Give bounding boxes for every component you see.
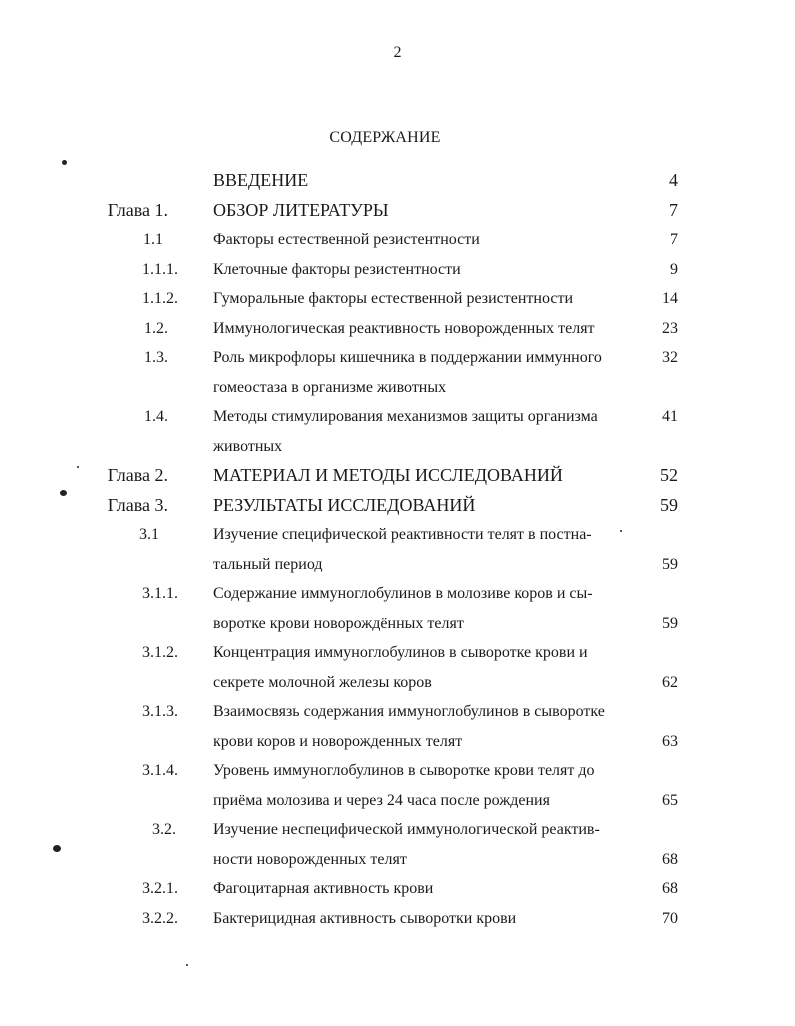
toc-entry[interactable] — [0, 284, 795, 314]
toc-entry-title: Уровень иммуноглобулинов в сыворотке крови телят до приёма молозива и через 24 часа после рождения — [213, 762, 595, 809]
toc-entry-number: 1.4. — [144, 408, 168, 425]
toc-entry-number: Глава 2. — [107, 465, 168, 485]
toc-entry-number: 3.1.1. — [142, 585, 178, 602]
toc-entry[interactable] — [0, 697, 795, 756]
toc-entry-page: 68 — [662, 850, 678, 868]
toc-entry-title: ОБЗОР ЛИТЕРАТУРЫ — [213, 199, 389, 220]
toc-entry-number: Глава 1. — [107, 199, 168, 220]
toc-entry-page: 9 — [670, 260, 678, 278]
scan-speck — [60, 490, 67, 496]
toc-entry-number: 1.1.1. — [142, 260, 178, 278]
toc-entry-number: Глава 3. — [107, 494, 168, 515]
toc-entry-title: Взаимосвязь содержания иммуноглобулинов в сыворотке крови коров и новорожденных телят — [213, 703, 605, 750]
toc-entry-number: 1.3. — [144, 349, 168, 366]
toc-entry-number: 3.1 — [139, 526, 159, 543]
toc-entry[interactable] — [0, 402, 795, 461]
toc-entry-number: 3.1.4. — [142, 762, 178, 779]
toc-entry-page: 7 — [670, 231, 678, 248]
toc-entry-page: 23 — [662, 319, 678, 337]
toc-entry-number: 3.2.1. — [142, 880, 178, 897]
toc-entry-page: 59 — [662, 555, 678, 573]
scan-speck — [77, 466, 79, 468]
toc-entry[interactable] — [0, 815, 795, 874]
toc-entry[interactable] — [0, 196, 795, 226]
toc-entry-number: 1.1.2. — [142, 290, 178, 307]
toc-entry-page: 4 — [669, 170, 678, 190]
toc-entry-title: Содержание иммуноглобулинов в молозиве коров и сы- воротке крови новорождённых телят — [213, 585, 593, 632]
toc-entry-page: 70 — [662, 909, 678, 927]
toc-entry[interactable] — [0, 638, 795, 697]
toc-title: СОДЕРЖАНИЕ — [329, 129, 441, 146]
toc-entry[interactable] — [0, 491, 795, 521]
scan-speck — [62, 160, 67, 165]
toc-entry-title: Фагоцитарная активность крови — [213, 880, 434, 897]
toc-entry[interactable] — [0, 166, 795, 196]
toc-entry-title: Роль микрофлоры кишечника в поддержании иммунного гомеостаза в организме животных — [213, 349, 602, 396]
toc-entry[interactable] — [0, 756, 795, 815]
toc-entry-title: Изучение специфической реактивности телят в постна- тальный период — [213, 526, 592, 573]
toc-entry-page: 7 — [669, 199, 678, 220]
toc-entry-title: Концентрация иммуноглобулинов в сыворотке крови и секрете молочной железы коров — [213, 644, 588, 691]
toc-entry[interactable] — [0, 520, 795, 579]
toc-entry-title: РЕЗУЛЬТАТЫ ИССЛЕДОВАНИЙ — [213, 494, 476, 515]
toc-entry-page: 63 — [662, 732, 678, 750]
toc-entry[interactable] — [0, 255, 795, 285]
toc-entry-number: 1.1 — [143, 231, 163, 248]
toc-entry-title: Иммунологическая реактивность новорожденных телят — [213, 319, 595, 337]
toc-entry[interactable] — [0, 904, 795, 934]
toc-entry-page: 41 — [662, 408, 678, 425]
toc-entry-title: Клеточные факторы резистентности — [213, 260, 461, 278]
toc-entry-title: МАТЕРИАЛ И МЕТОДЫ ИССЛЕДОВАНИЙ — [213, 465, 563, 485]
toc-entry-page: 65 — [662, 791, 678, 809]
toc-entry-title: Факторы естественной резистентности — [213, 231, 480, 248]
toc-entry-number: 3.1.3. — [142, 703, 178, 720]
toc-entry-page: 52 — [660, 465, 678, 485]
toc-entry[interactable] — [0, 461, 795, 491]
toc-entry[interactable] — [0, 874, 795, 904]
toc-entry-page: 32 — [662, 349, 678, 366]
toc-entry[interactable] — [0, 225, 795, 255]
toc-entry[interactable] — [0, 314, 795, 344]
toc-entry-title: Изучение неспецифической иммунологической реактив- ности новорожденных телят — [213, 821, 600, 868]
toc-entry[interactable] — [0, 579, 795, 638]
toc-entry-title: Методы стимулирования механизмов защиты организма животных — [213, 408, 598, 455]
toc-entry-number: 3.2.2. — [142, 909, 178, 927]
toc-entry-number: 3.1.2. — [142, 644, 178, 661]
scan-speck — [186, 964, 188, 966]
toc-entry-title: Бактерицидная активность сыворотки крови — [213, 909, 517, 927]
toc-entry-page: 59 — [660, 494, 678, 515]
toc-entry-page: 59 — [662, 614, 678, 632]
toc-entry-page: 68 — [662, 880, 678, 897]
toc-entry-title: Гуморальные факторы естественной резистентности — [213, 290, 574, 307]
toc-entry[interactable] — [0, 343, 795, 402]
page-number: 2 — [393, 44, 402, 61]
toc-entry-page: 14 — [662, 290, 678, 307]
scan-speck — [620, 530, 622, 532]
toc-entry-number: 3.2. — [152, 821, 176, 838]
toc-entry-number: 1.2. — [144, 319, 168, 337]
table-of-contents — [0, 166, 795, 933]
scan-speck — [53, 845, 61, 852]
toc-entry-page: 62 — [662, 673, 678, 691]
toc-entry-title: ВВЕДЕНИЕ — [213, 170, 309, 190]
